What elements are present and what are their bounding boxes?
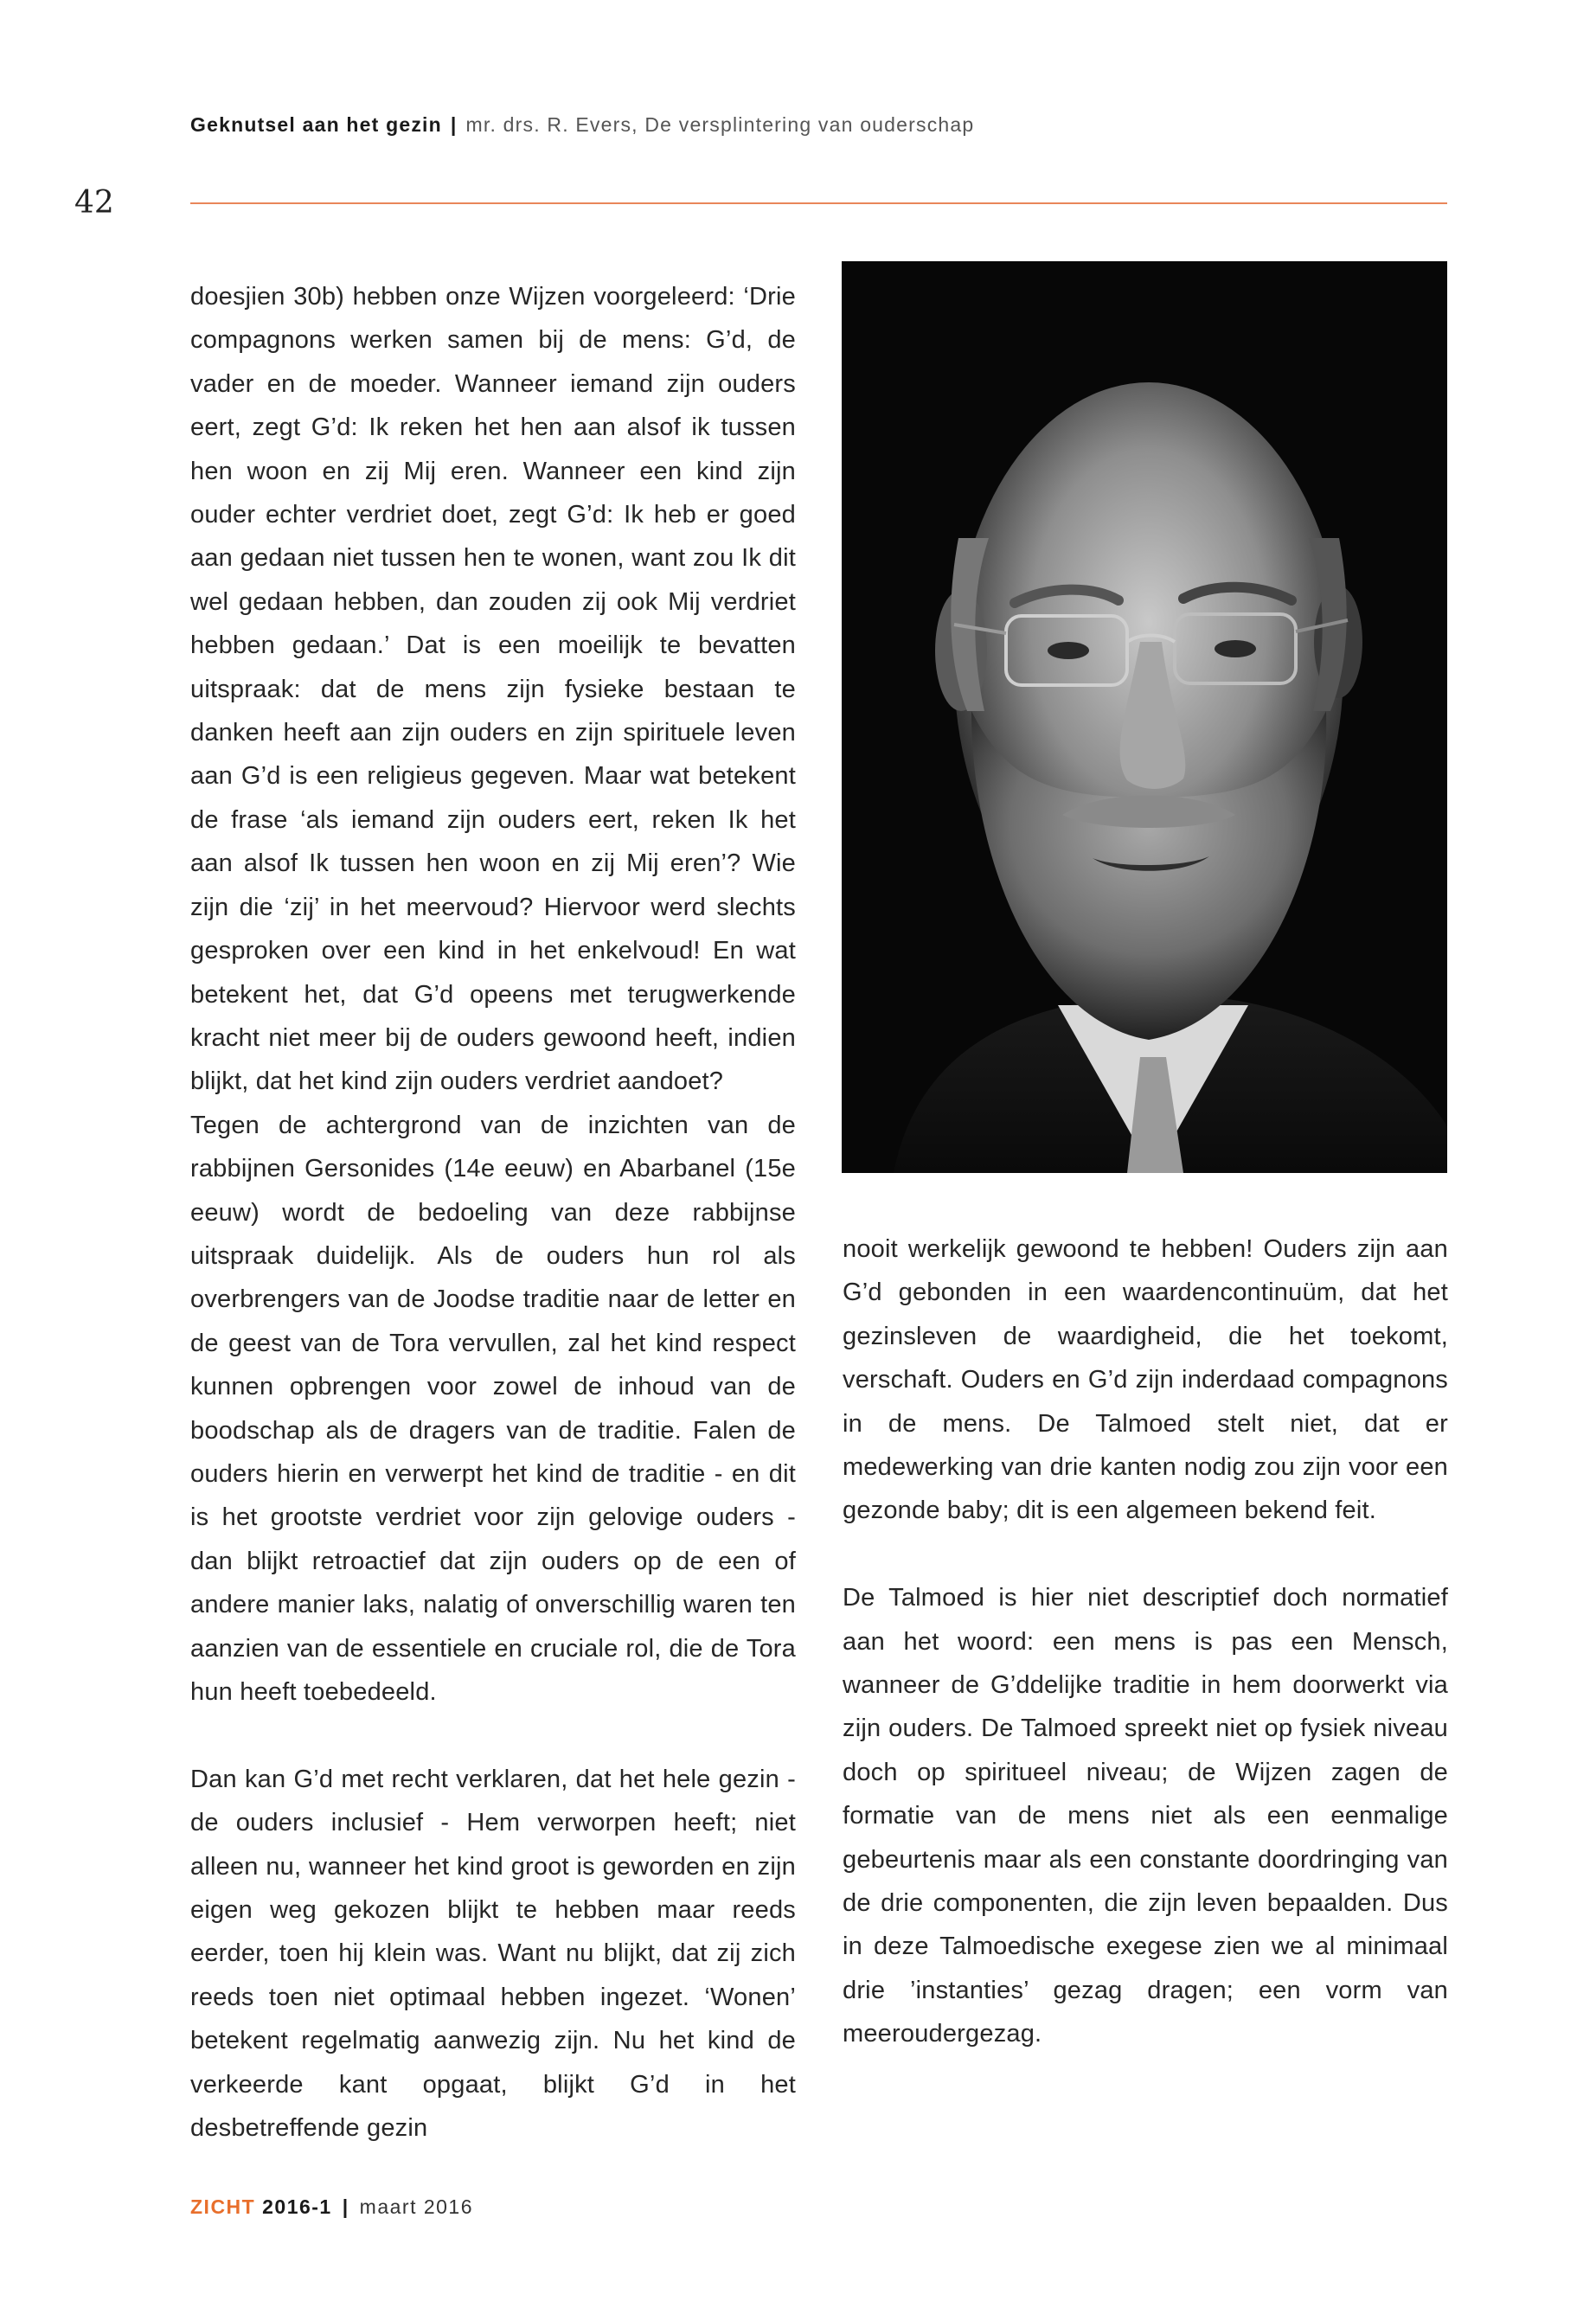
body-paragraph: Tegen de achtergrond van de inzichten van de rabbijnen Gersonides (14e eeuw) en Abarbanel (15e eeuw) wordt de bedoeling van deze rabbijnse uitspraak duidelijk. Als de ouders hun rol als overbrengers van de Joodse traditie naar de letter en de geest van de Tora vervullen, zal het kind respect kunnen opbrengen voor zowel de inhoud van de boodschap als de dragers van de traditie. Falen de ouders hierin en verwerpt het kind de traditie - en dit is het grootste verdriet voor zijn gelovige ouders - dan blijkt retroactief dat zijn ouders op de een of andere manier laks, nalatig of onverschillig waren ten aanzien van de essentiele en cruciale rol, die de Tora hun heeft toebedeeld. [190,1111,796,1706]
header-divider [190,202,1447,204]
magazine-name: ZICHT [190,2195,256,2218]
body-paragraph: Dan kan G’d met recht verklaren, dat het hele gezin - de ouders inclusief - Hem verworpen heeft; niet alleen nu, wanneer het kind groot is geworden en zijn eigen weg gekozen blijkt te hebben maar reeds eerder, toen hij klein was. Want nu blijkt, dat zij zich reeds toen niet optimaal hebben ingezet. ‘Wonen’ betekent regelmatig aanwezig zijn. Nu het kind de verkeerde kant opgaat, blijkt G’d in het desbetreffende gezin [190,1765,796,2143]
article-info: mr. drs. R. Evers, De versplintering van ouderschap [465,113,975,136]
footer-separator: | [342,2195,349,2218]
header-separator: | [450,113,458,136]
body-paragraph: nooit werkelijk gewoond te hebben! Ouders zijn aan G’d gebonden in een waardencontinuüm, dat het gezinsleven de waardigheid, die het toekomt, verschaft. Ouders en G’d zijn inderdaad compagnons in de mens. De Talmoed stelt niet, dat er medewerking van drie kanten nodig zou zijn voor een gezonde baby; dit is een algemeen bekend feit. [843,1235,1448,1525]
right-text-column [843,1227,1448,2056]
page-footer [190,2195,473,2219]
section-title: Geknutsel aan het gezin [190,113,442,136]
body-paragraph: doesjien 30b) hebben onze Wijzen voorgeleerd: ‘Drie compagnons werken samen bij de mens: G’d, de vader en de moeder. Wanneer iemand zijn ouders eert, zegt G’d: Ik reken het hen aan alsof ik tussen hen woon en zij Mij eren. Wanneer een kind zijn ouder echter verdriet doet, zegt G’d: Ik heb er goed aan gedaan niet tussen hen te wonen, want zou Ik dit wel gedaan hebben, dan zouden zij ook Mij verdriet hebben gedaan.’ Dat is een moeilijk te bevatten uitspraak: dat de mens zijn fysieke bestaan te danken heeft aan zijn ouders en zijn spirituele leven aan G’d is een religieus gegeven. Maar wat betekent de frase ‘als iemand zijn ouders eert, reken Ik het aan alsof Ik tussen hen woon en zij Mij eren’? Wie zijn die ‘zij’ in het meervoud? Hiervoor werd slechts gesproken over een kind in het enkelvoud! En wat betekent het, dat G’d opeens met terugwerkende kracht niet meer bij de ouders gewoond heeft, indien blijkt, dat het kind zijn ouders verdriet aandoet? [190,283,796,1096]
page-number: 42 [74,185,114,221]
issue-number: 2016-1 [262,2195,332,2218]
body-paragraph: De Talmoed is hier niet descriptief doch normatief aan het woord: een mens is pas een Mensch, wanneer de G’ddelijke traditie in hem doorwerkt via zijn ouders. De Talmoed spreekt niet op fysiek niveau doch op spiritueel niveau; de Wijzen zagen de formatie van de mens niet als een eenmalige gebeurtenis maar als een constante doordringing van de drie componenten, die zijn leven bepaalden. Dus in deze Talmoedische exegese zien we al minimaal drie ’instanties’ gezag dragen; een vorm van meeroudergezag. [843,1584,1448,2048]
portrait-illustration [842,261,1447,1173]
author-portrait-photo [842,261,1447,1173]
left-text-column [190,275,796,2150]
issue-date: maart 2016 [359,2195,474,2218]
running-header [190,113,974,137]
paragraph-spacer [190,1714,796,1757]
paragraph-spacer [843,1533,1448,1576]
